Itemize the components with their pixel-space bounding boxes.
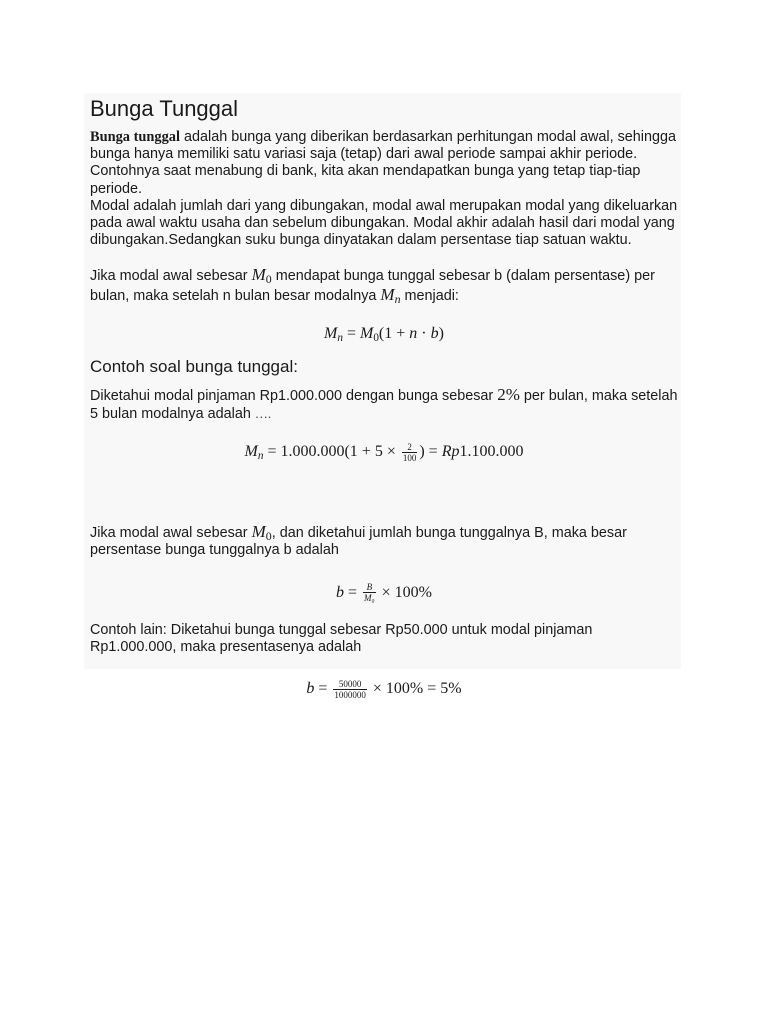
fraction-b-m0: $\frac{B}{\text{M₀}}$ (364, 582, 375, 604)
fraction-50000-1000000: $\frac{50000}{1000000}$ (334, 678, 366, 700)
percentage-intro-paragraph: Jika modal awal sebesar $M_0$, dan diketahui jumlah bunga tunggalnya B, maka besar persentase bunga tunggalnya b adalah (90, 522, 627, 559)
formula-percentage: b = $\frac{B}{\text{M₀}}$ × 100% (335, 582, 433, 604)
page-title: Bunga Tunggal (90, 96, 239, 121)
example2-paragraph: Contoh lain: Diketahui bunga tunggal sebesar Rp50.000 untuk modal pinjaman Rp1.000.000, maka presentasenya adalah (90, 621, 593, 655)
example1-paragraph: Diketahui modal pinjaman Rp1.000.000 dengan bunga sebesar 2% per bulan, maka setelah 5 bulan modalnya adalah …. (90, 384, 678, 423)
intro-text: adalah bunga yang diberikan berdasarkan perhitungan modal awal, sehingga bunga hanya memiliki satu variasi saja (tetap) dari awal periode sampai akhir periode. Contohnya saat menabung di bank, kita akan mendapatkan bunga yang tetap tiap-tiap periode. (90, 129, 677, 197)
para2-text-3: menjadi: (400, 287, 459, 304)
para2-text-2: mendapat bunga tunggal sebesar b (dalam persentase) per bulan, maka setelah n bulan besar modalnya (90, 268, 655, 304)
modal-paragraph: Modal adalah jumlah dari yang dibungakan, modal awal merupakan modal yang dikeluarkan pada awal waktu usaha dan sebelum dibungakan. Modal akhir adalah hasil dari modal yang dibungakan.Sedangkan suku bunga dinyatakan dalam persentase tiap satuan waktu. (90, 197, 678, 249)
article (90, 93, 678, 704)
fraction-2-100: $\frac{2}{100}$ (402, 442, 417, 464)
formula-example2: b = $\frac{50000}{1000000}$ × 100% = 5% (306, 678, 462, 700)
example-heading: Contoh soal bunga tunggal: (90, 356, 298, 376)
formula-example1: $M_n = 1.000.000(1 + 5$ × $\frac{2}{100}$ ) = Rp1.100.000 (244, 442, 524, 464)
para2-text-1: Jika modal awal sebesar (90, 268, 252, 285)
intro-term: Bunga tunggal (90, 129, 180, 145)
formula-intro-paragraph (90, 266, 678, 304)
formula-modal-akhir: $M_n = M_0(1 + n \cdot b)$ (324, 324, 444, 344)
m0-symbol: $M_0$ (251, 265, 272, 287)
m0-symbol-2: $M_0$ (251, 522, 272, 544)
intro-paragraph (90, 129, 678, 198)
mn-symbol: $M_n$ (380, 284, 401, 306)
rate-value: 2% (497, 384, 520, 404)
